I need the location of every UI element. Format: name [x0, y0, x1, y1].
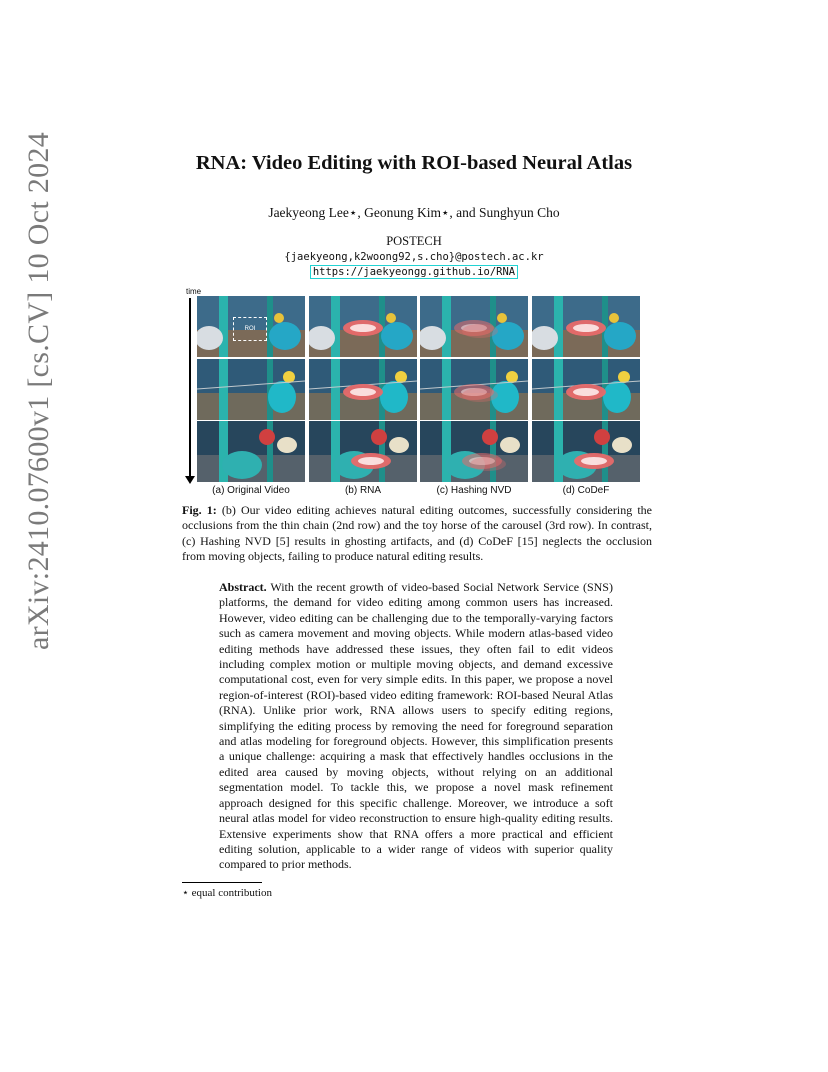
- paper-title: RNA: Video Editing with ROI-based Neural Atlas: [195, 152, 633, 174]
- frame-rna-row-3: [309, 421, 417, 482]
- column-label-original: (a) Original Video: [212, 485, 290, 496]
- author-list: Jaekyeong Lee⋆, Geonung Kim⋆, and Sunghyun Cho: [268, 205, 560, 220]
- caption-label: Fig. 1:: [182, 503, 217, 517]
- time-arrow: [189, 298, 191, 478]
- footnote-rule: [182, 882, 262, 883]
- frame-hashing-nvd-row-1: [420, 296, 528, 357]
- time-axis-label: time: [186, 287, 202, 296]
- abstract: [219, 580, 613, 873]
- email-list: {jaekyeong,k2woong92,s.cho}@postech.ac.kr: [284, 251, 544, 263]
- column-label-codef: (d) CoDeF: [562, 485, 610, 496]
- frame-codef-row-3: [532, 421, 640, 482]
- figure-caption: [182, 503, 652, 564]
- affiliation: POSTECH: [386, 234, 442, 248]
- abstract-text: With the recent growth of video-based Social Network Service (SNS) platforms, the demand for video editing among common users has increased. However, video editing can be challenging due to the temporally-varying factors such as camera movement and moving objects. While modern atlas-based video editing methods have addressed these issues, they often fail to edit videos including complex motion or multiple moving objects, and demand excessive computational cost, even for very simple edits. In this paper, we propose a novel region-of-interest (ROI)-based video editing framework: ROI-based Neural Atlas (RNA). Unlike prior work, RNA allows users to specify editing regions, simplifying the editing process by removing the need for foreground separation and atlas modeling for foreground objects. However, this simplification presents a unique challenge: acquiring a mask that effectively handles occlusions in the edited area caused by moving objects, without relying on an additional segmentation model. To tackle this, we propose a novel mask refinement approach designed for this specific challenge. Moreover, we introduce a soft neural atlas model for video reconstruction to ensure high-quality editing results. Extensive experiments show that RNA offers a more practical and efficient editing solution, applicable to a wider range of videos with superior quality compared to prior methods.: [219, 580, 613, 872]
- frame-codef-row-2: [532, 359, 640, 420]
- column-label-hashing-nvd: (c) Hashing NVD: [436, 485, 512, 496]
- column-label-rna: (b) RNA: [344, 485, 382, 496]
- frame-original-row-2: [197, 359, 305, 420]
- time-arrow-head: [185, 476, 195, 484]
- frame-hashing-nvd-row-2: [420, 359, 528, 420]
- frame-original-row-3: [197, 421, 305, 482]
- abstract-label: Abstract.: [219, 580, 267, 594]
- frame-rna-row-2: [309, 359, 417, 420]
- project-url-link[interactable]: https://jaekyeongg.github.io/RNA: [310, 265, 518, 279]
- frame-rna-row-1: [309, 296, 417, 357]
- frame-codef-row-1: [532, 296, 640, 357]
- arxiv-identifier: arXiv:2410.07600v1 [cs.CV] 10 Oct 2024: [22, 131, 55, 650]
- frame-original-row-1: [197, 296, 305, 357]
- caption-text: (b) Our video editing achieves natural editing outcomes, successfully considering the occlusions from the thin chain (2nd row) and the toy horse of the carousel (3rd row). In contrast, (c) Hashing NVD [5] results in ghosting artifacts, and (d) CoDeF [15] neglects the occlusion from moving objects, failing to produce natural editing results.: [182, 503, 652, 563]
- frame-hashing-nvd-row-3: [420, 421, 528, 482]
- footnote: ⋆ equal contribution: [182, 887, 272, 899]
- roi-box: ROI: [233, 317, 267, 341]
